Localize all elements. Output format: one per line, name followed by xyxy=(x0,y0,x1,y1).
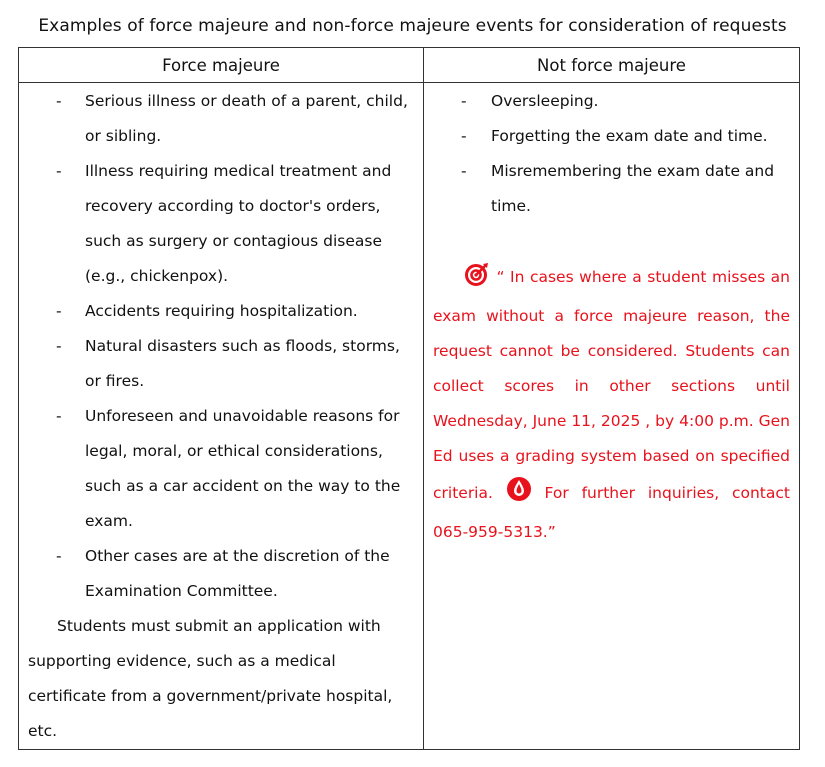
bullet-dash: - xyxy=(461,127,467,145)
list-item: - Accidents requiring hospitalization. xyxy=(19,294,423,329)
bullet-dash: - xyxy=(56,407,62,425)
force-majeure-list xyxy=(19,83,423,609)
list-item: - Natural disasters such as floods, storms, or fires. xyxy=(19,329,423,399)
bullet-dash: - xyxy=(56,547,62,565)
header-force-majeure: Force majeure xyxy=(19,48,424,83)
target-icon xyxy=(465,262,491,299)
drop-icon xyxy=(506,474,532,515)
table-header-row xyxy=(19,48,800,83)
bullet-dash: - xyxy=(56,337,62,355)
not-force-majeure-list xyxy=(424,83,799,224)
list-item: - Other cases are at the discretion of the Examination Committee. xyxy=(19,539,423,609)
bullet-dash: - xyxy=(56,302,62,320)
submission-note: Students must submit an application with supporting evidence, such as a medical certificate from a government/private hospital, etc. xyxy=(28,617,393,740)
list-item: - Oversleeping. xyxy=(424,84,799,119)
bullet-dash: - xyxy=(56,162,62,180)
remark-contact: For further inquiries, contact 065-959-5313.” xyxy=(433,484,790,541)
force-majeure-cell xyxy=(19,83,424,750)
list-item: - Unforeseen and unavoidable reasons for legal, moral, or ethical considerations, such as a car accident on the way to the exam. xyxy=(19,399,423,539)
remark-text: “ In cases where a student misses an exam without a force majeure reason, the request cannot be considered. Students can collect scores in other sections until Wednesday, June 11, 2025 , by 4:00 p.m. Gen Ed uses a grading system based on specified criteria. xyxy=(433,268,791,502)
bullet-dash: - xyxy=(461,162,467,180)
policy-remark xyxy=(424,260,799,550)
table-body-row xyxy=(19,83,800,750)
document-title: Examples of force majeure and non-force majeure events for consideration of requests xyxy=(38,16,787,36)
bullet-dash: - xyxy=(56,92,62,110)
bullet-dash: - xyxy=(461,92,467,110)
not-force-majeure-cell xyxy=(424,83,800,750)
header-not-force-majeure: Not force majeure xyxy=(424,48,800,83)
list-item: - Misremembering the exam date and time. xyxy=(424,154,799,224)
list-item: - Forgetting the exam date and time. xyxy=(424,119,799,154)
events-table xyxy=(18,47,800,750)
list-item: - Illness requiring medical treatment and recovery according to doctor's orders, such as surgery or contagious disease (e.g., chickenpox). xyxy=(19,154,423,294)
list-item: - Serious illness or death of a parent, child, or sibling. xyxy=(19,84,423,154)
